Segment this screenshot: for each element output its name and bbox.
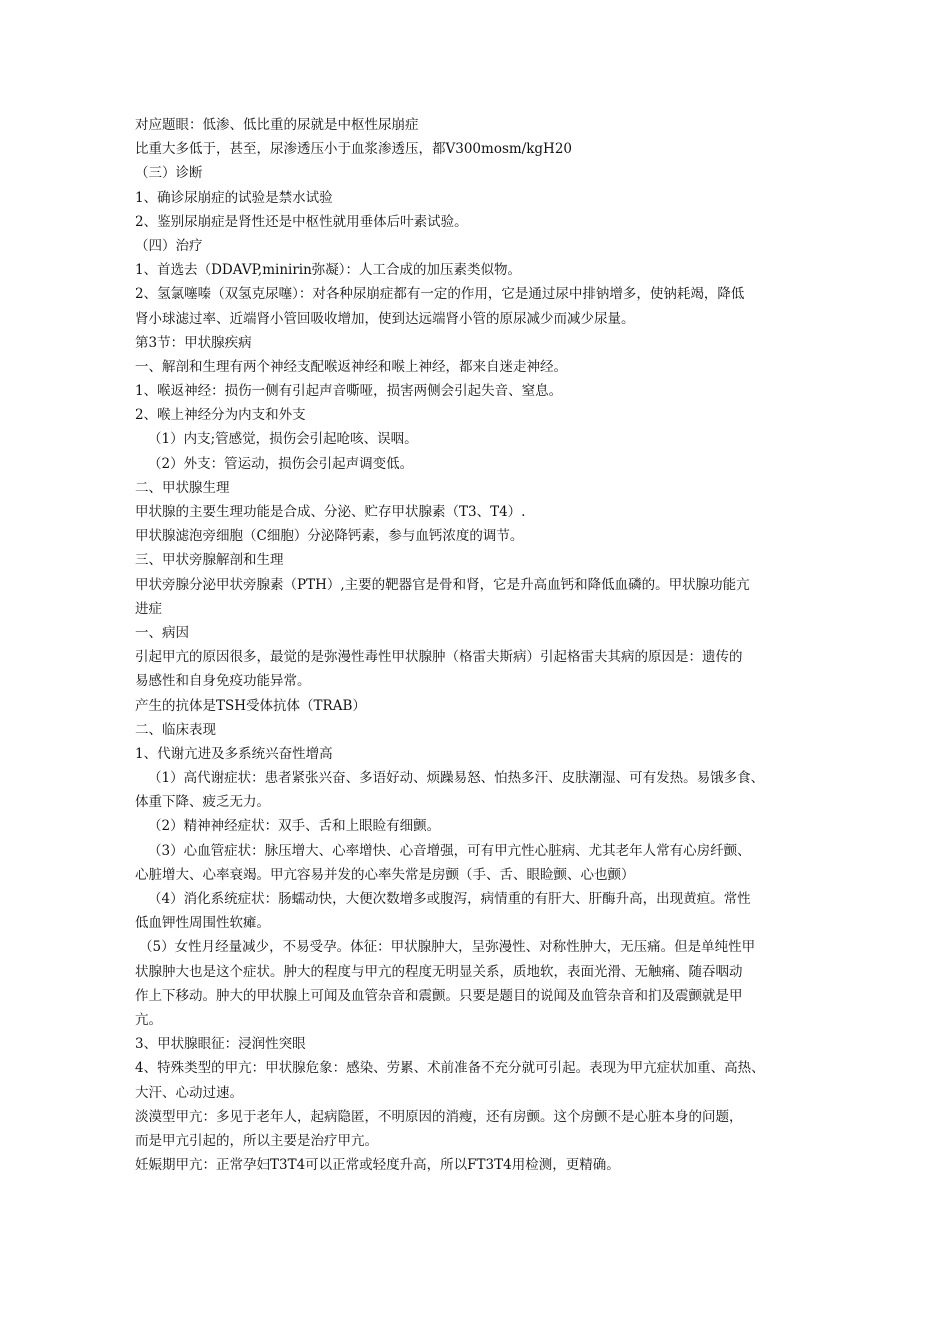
text-line: 甲状旁腺分泌甲状旁腺素（PTH）,主要的靶器官是骨和肾，它是升高血钙和降低血磷的。甲状腺功能亢 <box>135 576 750 593</box>
text-line: 4、特殊类型的甲亢：甲状腺危象：感染、劳累、术前准备不充分就可引起。表现为甲亢症状加重、高热、 <box>135 1060 765 1077</box>
text-line: 对应题眼：低渗、低比重的尿就是中枢性尿崩症 <box>135 117 419 133</box>
section-heading: 二、临床表现 <box>135 721 216 738</box>
text-line: 引起甲亢的原因很多，最觉的是弥漫性毒性甲状腺肿（格雷夫斯病）引起格雷夫其病的原因是：遗传的 <box>135 649 743 666</box>
text-line: 1、喉返神经：损伤一侧有引起声音嘶哑，损害两侧会引起失音、窒息。 <box>135 383 563 400</box>
text-line: 亢。 <box>135 1011 162 1028</box>
text-line: 作上下移动。肿大的甲状腺上可闻及血管杂音和震颤。只要是题目的说闻及血管杂音和扪及震颤就是甲 <box>135 987 743 1004</box>
section-heading: （四）治疗 <box>135 237 203 254</box>
text-line: （1）高代谢症状：患者紧张兴奋、多语好动、烦躁易怒、怕热多汗、皮肤潮湿、可有发热。易饿多食、 <box>148 770 765 787</box>
text-line: （4）消化系统症状：肠蠕动快，大便次数增多或腹泻，病情重的有肝大、肝酶升高，出现黄疸。常性 <box>148 891 751 907</box>
text-line: 1、确诊尿崩症的试验是禁水试验 <box>135 189 333 206</box>
text-line: 2、鉴别尿崩症是肾性还是中枢性就用垂体后叶素试验。 <box>135 213 468 230</box>
chapter-heading: 第3节：甲状腺疾病 <box>135 334 252 351</box>
text-line: （5）女性月经量减少，不易受孕。体征：甲状腺肿大，呈弥漫性、对称性肿大，无压痛。但是单纯性甲 <box>139 939 756 956</box>
text-line: 1、代谢亢进及多系统兴奋性增高 <box>135 745 333 762</box>
text-line: 而是甲亢引起的，所以主要是治疗甲亢。 <box>135 1132 378 1149</box>
text-line: 淡漠型甲亢：多见于老年人，起病隐匿，不明原因的消瘦，还有房颤。这个房颤不是心脏本身的问题， <box>135 1108 743 1125</box>
text-line: 易感性和自身免疫功能异常。 <box>135 673 311 690</box>
text-line: 妊娠期甲亢：正常孕妇T3T4可以正常或轻度升高，所以FT3T4用检测，更精确。 <box>135 1157 620 1174</box>
text-line: 一、解剖和生理有两个神经支配喉返神经和喉上神经，都来自迷走神经。 <box>135 358 567 375</box>
section-heading: （三）诊断 <box>135 165 203 182</box>
text-line: 进症 <box>135 600 162 617</box>
section-heading: 一、病因 <box>135 624 189 641</box>
text-line: 状腺肿大也是这个症状。肿大的程度与甲亢的程度无明显关系，质地软，表面光滑、无触痛、随吞咽动 <box>135 963 743 980</box>
document-body <box>135 113 835 1177</box>
section-heading: 二、甲状腺生理 <box>135 479 230 496</box>
text-line: （3）心血管症状：脉压增大、心率增快、心音增强，可有甲亢性心脏病、尤其老年人常有心房纤颤、 <box>148 842 751 859</box>
text-line: （2）外支：管运动，损伤会引起声调变低。 <box>148 455 414 472</box>
text-line: 2、喉上神经分为内支和外支 <box>135 407 306 424</box>
text-line: 低血钾性周围性软瘫。 <box>135 915 270 932</box>
text-line: 肾小球滤过率、近端肾小管回吸收增加，使到达远端肾小管的原尿减少而减少尿量。 <box>135 310 635 327</box>
text-line: （1）内支;管感觉，损伤会引起呛咳、误咽。 <box>148 431 418 448</box>
text-line: 心脏增大、心率衰竭。甲亢容易并发的心率失常是房颤（手、舌、眼睑颤、心也颤） <box>135 866 635 883</box>
section-heading: 三、甲状旁腺解剖和生理 <box>135 552 284 569</box>
text-line: 2、氢氯噻嗪（双氢克尿噻）：对各种尿崩症都有一定的作用，它是通过尿中排钠增多，使钠耗竭，降低 <box>135 286 745 303</box>
text-line: （2）精神神经症状：双手、舌和上眼睑有细颤。 <box>148 818 441 835</box>
text-line: 大汗、心动过速。 <box>135 1084 243 1101</box>
text-line: 1、首选去（DDAVP,minirin弥凝）：人工合成的加压素类似物。 <box>135 262 522 279</box>
text-line: 体重下降、疲乏无力。 <box>135 794 270 811</box>
text-line: 产生的抗体是TSH受体抗体（TRAB） <box>135 697 366 714</box>
text-line: 甲状腺的主要生理功能是合成、分泌、贮存甲状腺素（T3、T4）. <box>135 504 526 520</box>
text-line: 比重大多低于，甚至，尿渗透压小于血浆渗透压，都V300mosm/kgH20 <box>135 141 572 158</box>
text-line: 3、甲状腺眼征：浸润性突眼 <box>135 1036 306 1053</box>
text-line: 甲状腺滤泡旁细胞（C细胞）分泌降钙素，参与血钙浓度的调节。 <box>135 528 524 545</box>
